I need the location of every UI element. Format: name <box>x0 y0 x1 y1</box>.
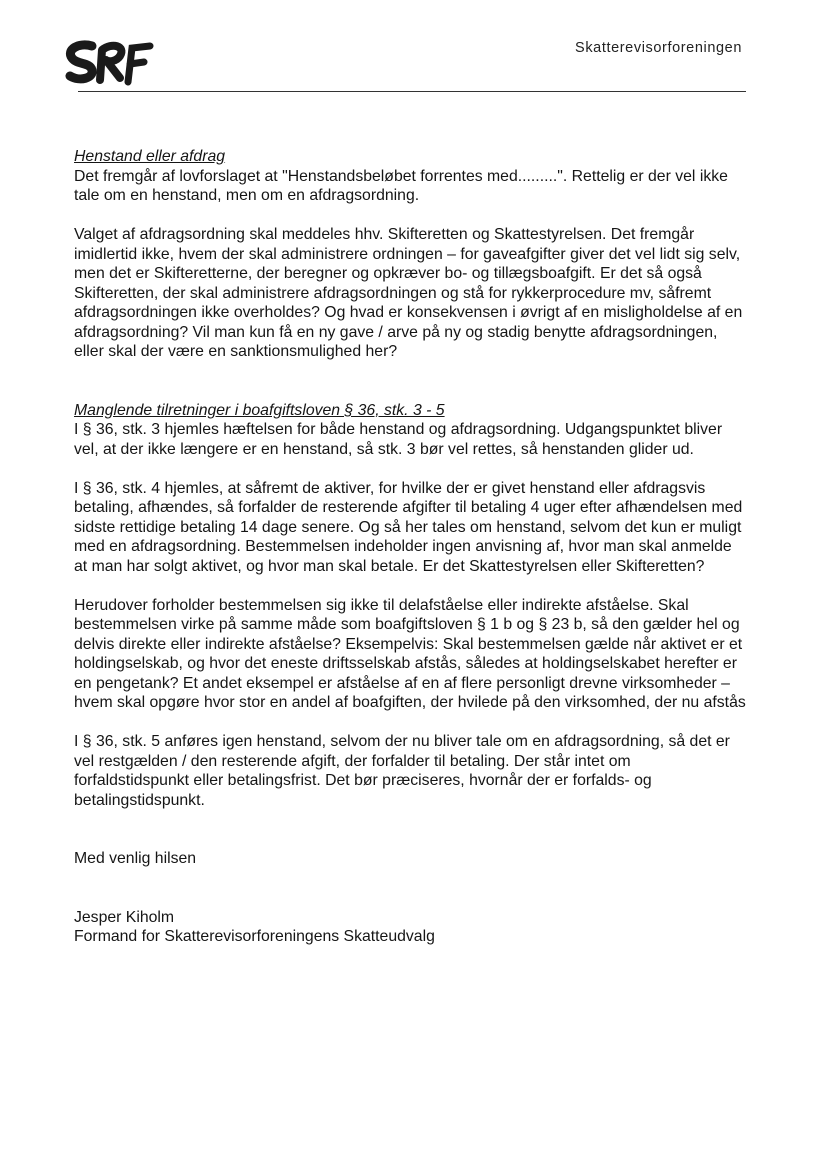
signatory-name: Jesper Kiholm <box>74 908 175 926</box>
srf-logo-icon <box>62 36 154 88</box>
section-heading: Manglende tilretninger i boafgiftsloven § 36, stk. 3 - 5 <box>74 401 445 419</box>
header-divider <box>78 91 746 92</box>
paragraph: I § 36, stk. 5 anføres igen henstand, selvom der nu bliver tale om en afdragsordning, så det er vel restgælden / den resterende afgift, der forfalder til betaling. Der står intet om forfaldstidspunkt eller betalingsfrist. Det bør præciseres, hvornår der er forfalds- og betalingstidspunkt. <box>74 733 730 809</box>
organization-name: Skatterevisorforeningen <box>575 40 742 56</box>
paragraph: I § 36, stk. 4 hjemles, at såfremt de aktiver, for hvilke der er givet henstand eller afdragsvis betaling, afhændes, så forfalder de resterende afgifter til betaling 4 uger efter afhændelsen med sidste rettidige betaling 14 dage senere. Og så her tales om henstand, selvom det kun er muligt med en afdragsordning. Bestemmelsen indeholder ingen anvisning af, hvor man skal anmelde at man har solgt aktivet, og hvor man skal betale. Er det Skattestyrelsen eller Skifteretten? <box>74 479 743 575</box>
paragraph: Herudover forholder bestemmelsen sig ikke til delafståelse eller indirekte afståelse. Skal bestemmelsen virke på samme måde som boafgiftsloven § 1 b og § 23 b, så den gælder hel og delvis direkte eller indirekte afståelse? Eksempelvis: Skal bestemmelsen gælde når aktivet er et holdingselskab, og hvor det eneste driftsselskab afstås, således at holdingselskabet herefter er en pengetank? Et andet eksempel er afståelse af en af flere personligt drevne virksomheder – hvem skal opgøre hvor stor en andel af boafgiften, der hvilede på den virksomhed, der nu afstås <box>74 596 746 711</box>
section-henstand <box>74 147 746 362</box>
paragraph: Det fremgår af lovforslaget at "Henstandsbeløbet forrentes med.........". Rettelig er der vel ikke tale om en henstand, men om en afdragsordning. <box>74 167 728 204</box>
paragraph: I § 36, stk. 3 hjemles hæftelsen for både henstand og afdragsordning. Udgangspunktet bliver vel, at der ikke længere er en henstand, så stk. 3 bør vel rettes, så henstanden glider ud. <box>74 421 723 458</box>
letter-body <box>74 147 746 947</box>
section-manglende-tilretninger <box>74 401 746 811</box>
closing-greeting: Med venlig hilsen <box>74 850 197 867</box>
paragraph: Valget af afdragsordning skal meddeles hhv. Skifteretten og Skattestyrelsen. Det fremgår imidlertid ikke, hvem der skal administrere ordningen – for gaveafgifter giver det vel lidt sig selv, men det er Skifteretterne, der beregner og opkræver bo- og tillægsboafgift. Er det så også Skifteretten, der skal administrere afdragsordningen og stå for rykkerprocedure mv, såfremt afdragsordningen ikke overholdes? Og hvad er konsekvensen i øvrigt af en misligholdelse af en afdragsordning? Vil man kun få en ny gave / arve på ny og stadig benytte afdragsordningen, eller skal der være en sanktionsmulighed her? <box>74 226 743 360</box>
section-heading: Henstand eller afdrag <box>74 148 226 165</box>
signatory-title: Formand for Skatterevisorforeningens Skatteudvalg <box>74 928 435 945</box>
